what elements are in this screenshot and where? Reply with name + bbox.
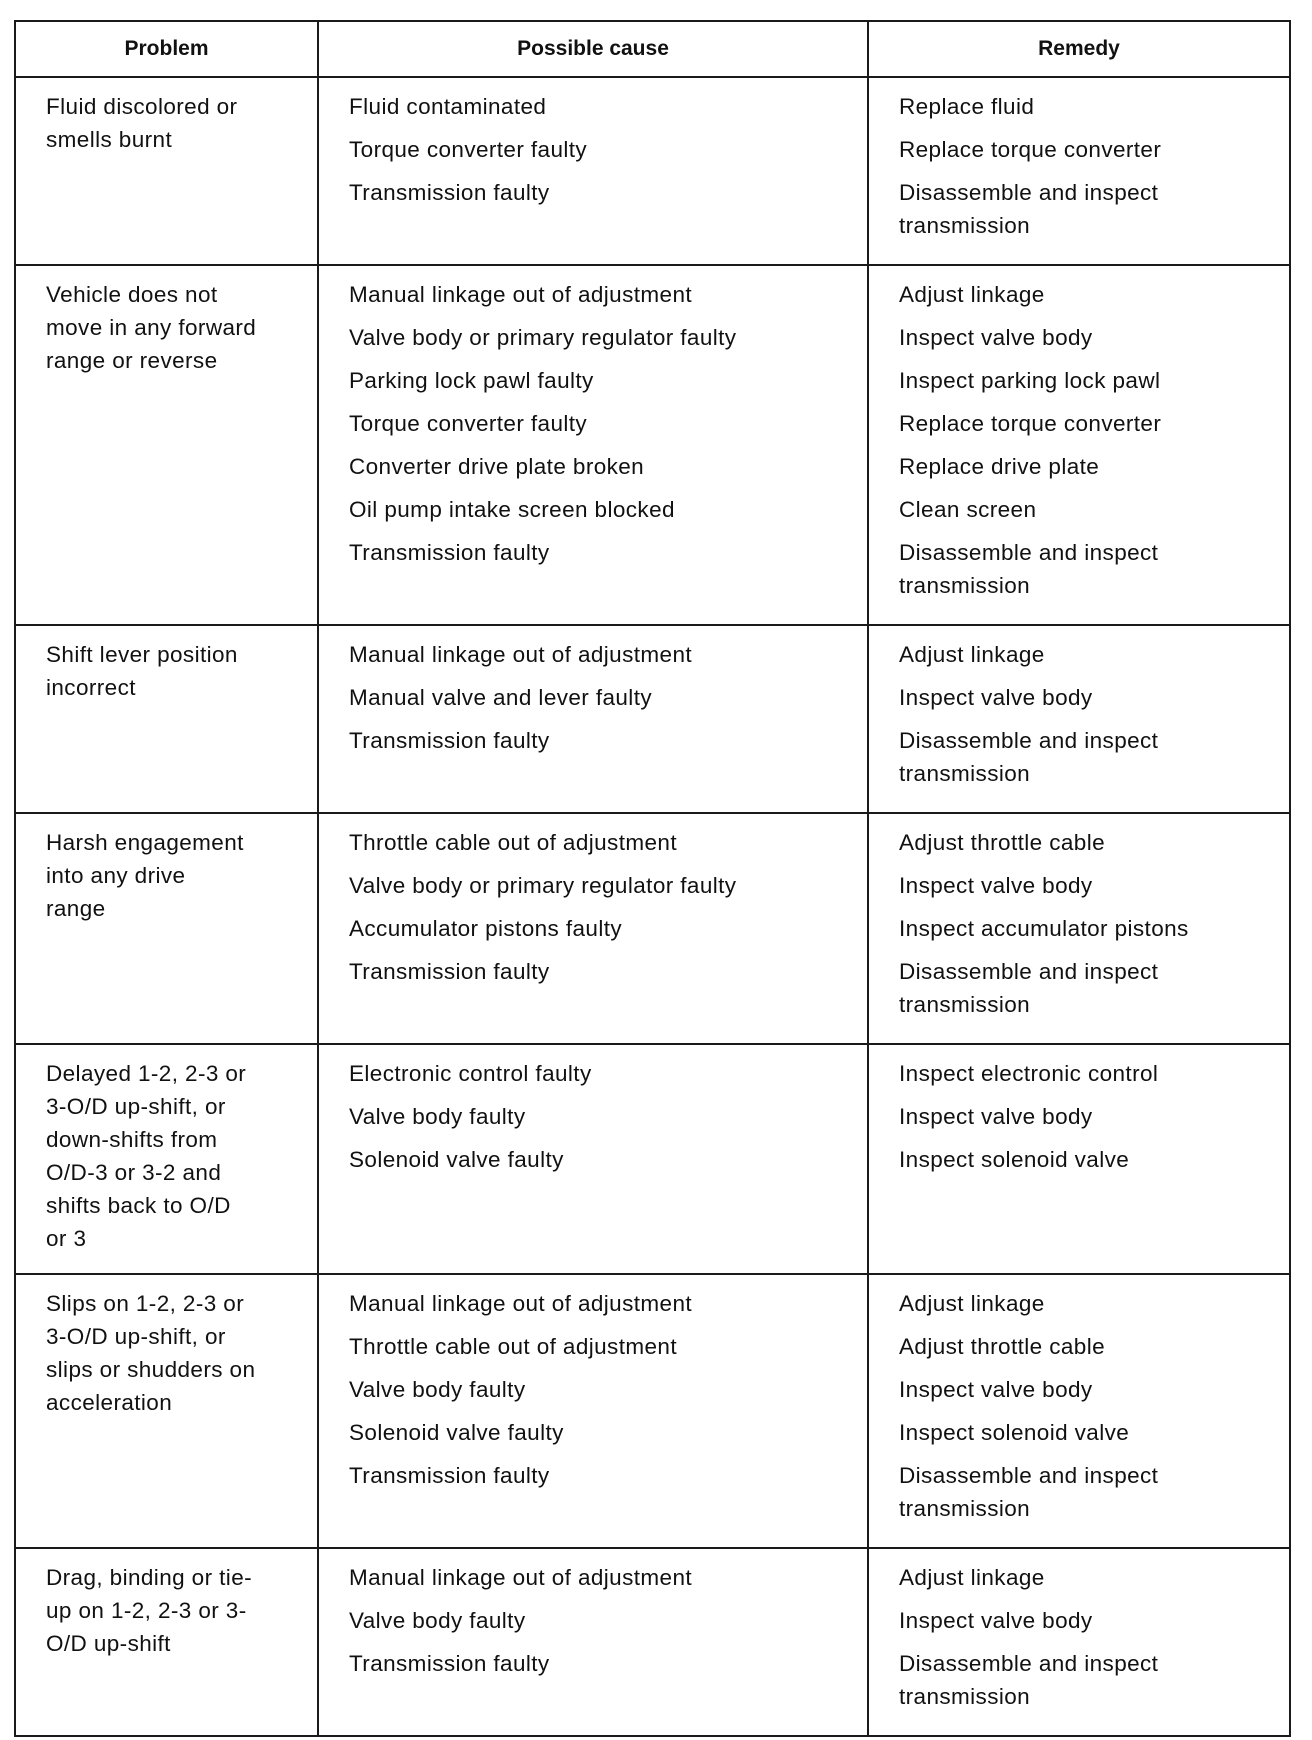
problem-cell [15,1548,318,1736]
remedy-text: transmission [899,761,1031,786]
cause-item: Accumulator pistons faulty [349,916,623,941]
cause-cell [318,1044,868,1274]
cause-cell [318,813,868,1044]
cause-item: Valve body or primary regulator faulty [349,873,737,898]
problem-text: up on 1-2, 2-3 or 3- [46,1598,247,1623]
table-row [15,625,1290,813]
table-body [15,77,1290,1736]
cause-item: Throttle cable out of adjustment [349,1334,677,1359]
problem-text: O/D-3 or 3-2 and [46,1160,222,1185]
problem-text: Drag, binding or tie- [46,1565,252,1590]
table-row [15,1548,1290,1736]
remedy-text: Adjust linkage [899,1291,1045,1316]
remedy-text: Disassemble and inspect [899,1651,1159,1676]
cause-item: Throttle cable out of adjustment [349,830,677,855]
cause-item: Transmission faulty [349,1463,550,1488]
cause-item: Transmission faulty [349,180,550,205]
cause-item: Solenoid valve faulty [349,1147,564,1172]
cause-item: Transmission faulty [349,959,550,984]
problem-text: Harsh engagement [46,830,244,855]
header-remedy: Remedy [868,21,1290,77]
cause-item: Valve body faulty [349,1104,526,1129]
cause-item: Manual linkage out of adjustment [349,1291,693,1316]
table-row [15,813,1290,1044]
table-row [15,77,1290,265]
cause-cell [318,1548,868,1736]
remedy-text: Replace torque converter [899,137,1162,162]
remedy-item [899,90,1279,123]
cause-item: Parking lock pawl faulty [349,368,594,393]
problem-text: slips or shudders on [46,1357,256,1382]
remedy-item [899,1459,1279,1525]
cause-cell [318,77,868,265]
remedy-item [899,724,1279,790]
cause-item: Manual linkage out of adjustment [349,642,693,667]
remedy-text: transmission [899,213,1031,238]
remedy-item [899,364,1279,397]
cause-item: Transmission faulty [349,1651,550,1676]
remedy-cell [868,265,1290,625]
remedy-text: transmission [899,573,1031,598]
problem-cell [15,1274,318,1548]
remedy-cell [868,1548,1290,1736]
remedy-item [899,869,1279,902]
remedy-text: Replace drive plate [899,454,1100,479]
remedy-text: Inspect valve body [899,1377,1093,1402]
remedy-text: Replace torque converter [899,411,1162,436]
problem-cell [15,1044,318,1274]
problem-text: range [46,896,106,921]
problem-text: Vehicle does not [46,282,218,307]
cause-item: Transmission faulty [349,540,550,565]
problem-text: move in any forward [46,315,257,340]
cause-cell [318,265,868,625]
cause-item: Fluid contaminated [349,94,547,119]
remedy-item [899,536,1279,602]
remedy-text: Clean screen [899,497,1037,522]
remedy-item [899,912,1279,945]
cause-item: Valve body faulty [349,1377,526,1402]
remedy-text: Inspect accumulator pistons [899,916,1189,941]
remedy-item [899,1373,1279,1406]
remedy-text: Inspect valve body [899,873,1093,898]
cause-item: Electronic control faulty [349,1061,592,1086]
problem-text: down-shifts from [46,1127,218,1152]
cause-item: Torque converter faulty [349,411,588,436]
remedy-item [899,955,1279,1021]
problem-text: Slips on 1-2, 2-3 or [46,1291,245,1316]
remedy-item [899,1561,1279,1594]
problem-cell [15,265,318,625]
cause-item: Oil pump intake screen blocked [349,497,675,522]
problem-cell [15,813,318,1044]
remedy-item [899,1330,1279,1363]
cause-item: Valve body faulty [349,1608,526,1633]
remedy-text: Inspect valve body [899,685,1093,710]
cause-item: Manual linkage out of adjustment [349,1565,693,1590]
remedy-item [899,1416,1279,1449]
problem-text: 3-O/D up-shift, or [46,1094,226,1119]
remedy-text: Disassemble and inspect [899,959,1159,984]
remedy-item [899,493,1279,526]
problem-text: smells burnt [46,127,173,152]
remedy-text: Inspect solenoid valve [899,1147,1130,1172]
remedy-item [899,1143,1279,1176]
remedy-text: transmission [899,1684,1031,1709]
remedy-text: Replace fluid [899,94,1035,119]
remedy-item [899,176,1279,242]
remedy-item [899,1604,1279,1637]
remedy-text: transmission [899,1496,1031,1521]
remedy-item [899,321,1279,354]
problem-text: 3-O/D up-shift, or [46,1324,226,1349]
problem-text: Delayed 1-2, 2-3 or [46,1061,247,1086]
remedy-text: Adjust throttle cable [899,1334,1106,1359]
remedy-text: Inspect parking lock pawl [899,368,1161,393]
problem-text: or 3 [46,1226,87,1251]
remedy-text: Adjust linkage [899,282,1045,307]
remedy-text: Disassemble and inspect [899,728,1159,753]
troubleshooting-table [14,20,1291,1737]
remedy-cell [868,1044,1290,1274]
problem-text: acceleration [46,1390,173,1415]
problem-cell [15,77,318,265]
remedy-item [899,407,1279,440]
remedy-cell [868,813,1290,1044]
remedy-text: Inspect valve body [899,1104,1093,1129]
cause-item: Transmission faulty [349,728,550,753]
cause-item: Manual linkage out of adjustment [349,282,693,307]
remedy-item [899,1287,1279,1320]
cause-item: Torque converter faulty [349,137,588,162]
problem-cell [15,625,318,813]
cause-item: Converter drive plate broken [349,454,645,479]
remedy-text: Inspect electronic control [899,1061,1159,1086]
remedy-item [899,826,1279,859]
remedy-item [899,278,1279,311]
cause-item: Valve body or primary regulator faulty [349,325,737,350]
problem-text: into any drive [46,863,186,888]
cause-cell [318,625,868,813]
remedy-cell [868,1274,1290,1548]
remedy-text: Inspect valve body [899,325,1093,350]
problem-text: range or reverse [46,348,218,373]
remedy-text: Adjust throttle cable [899,830,1106,855]
cause-item: Manual valve and lever faulty [349,685,653,710]
table-row [15,1044,1290,1274]
remedy-text: Disassemble and inspect [899,540,1159,565]
cause-item: Solenoid valve faulty [349,1420,564,1445]
remedy-text: Inspect valve body [899,1608,1093,1633]
remedy-text: Adjust linkage [899,642,1045,667]
header-problem: Problem [15,21,318,77]
table-row [15,265,1290,625]
remedy-item [899,1100,1279,1133]
header-row [15,21,1290,77]
problem-text: O/D up-shift [46,1631,171,1656]
remedy-item [899,133,1279,166]
remedy-item [899,1057,1279,1090]
remedy-item [899,1647,1279,1713]
problem-text: shifts back to O/D [46,1193,231,1218]
remedy-text: Adjust linkage [899,1565,1045,1590]
remedy-text: Disassemble and inspect [899,180,1159,205]
remedy-text: transmission [899,992,1031,1017]
problem-text: Shift lever position [46,642,238,667]
remedy-cell [868,625,1290,813]
problem-text: incorrect [46,675,136,700]
header-possible-cause: Possible cause [318,21,868,77]
table-row [15,1274,1290,1548]
remedy-text: Disassemble and inspect [899,1463,1159,1488]
remedy-item [899,681,1279,714]
remedy-text: Inspect solenoid valve [899,1420,1130,1445]
cause-cell [318,1274,868,1548]
remedy-item [899,638,1279,671]
remedy-cell [868,77,1290,265]
problem-text: Fluid discolored or [46,94,238,119]
remedy-item [899,450,1279,483]
